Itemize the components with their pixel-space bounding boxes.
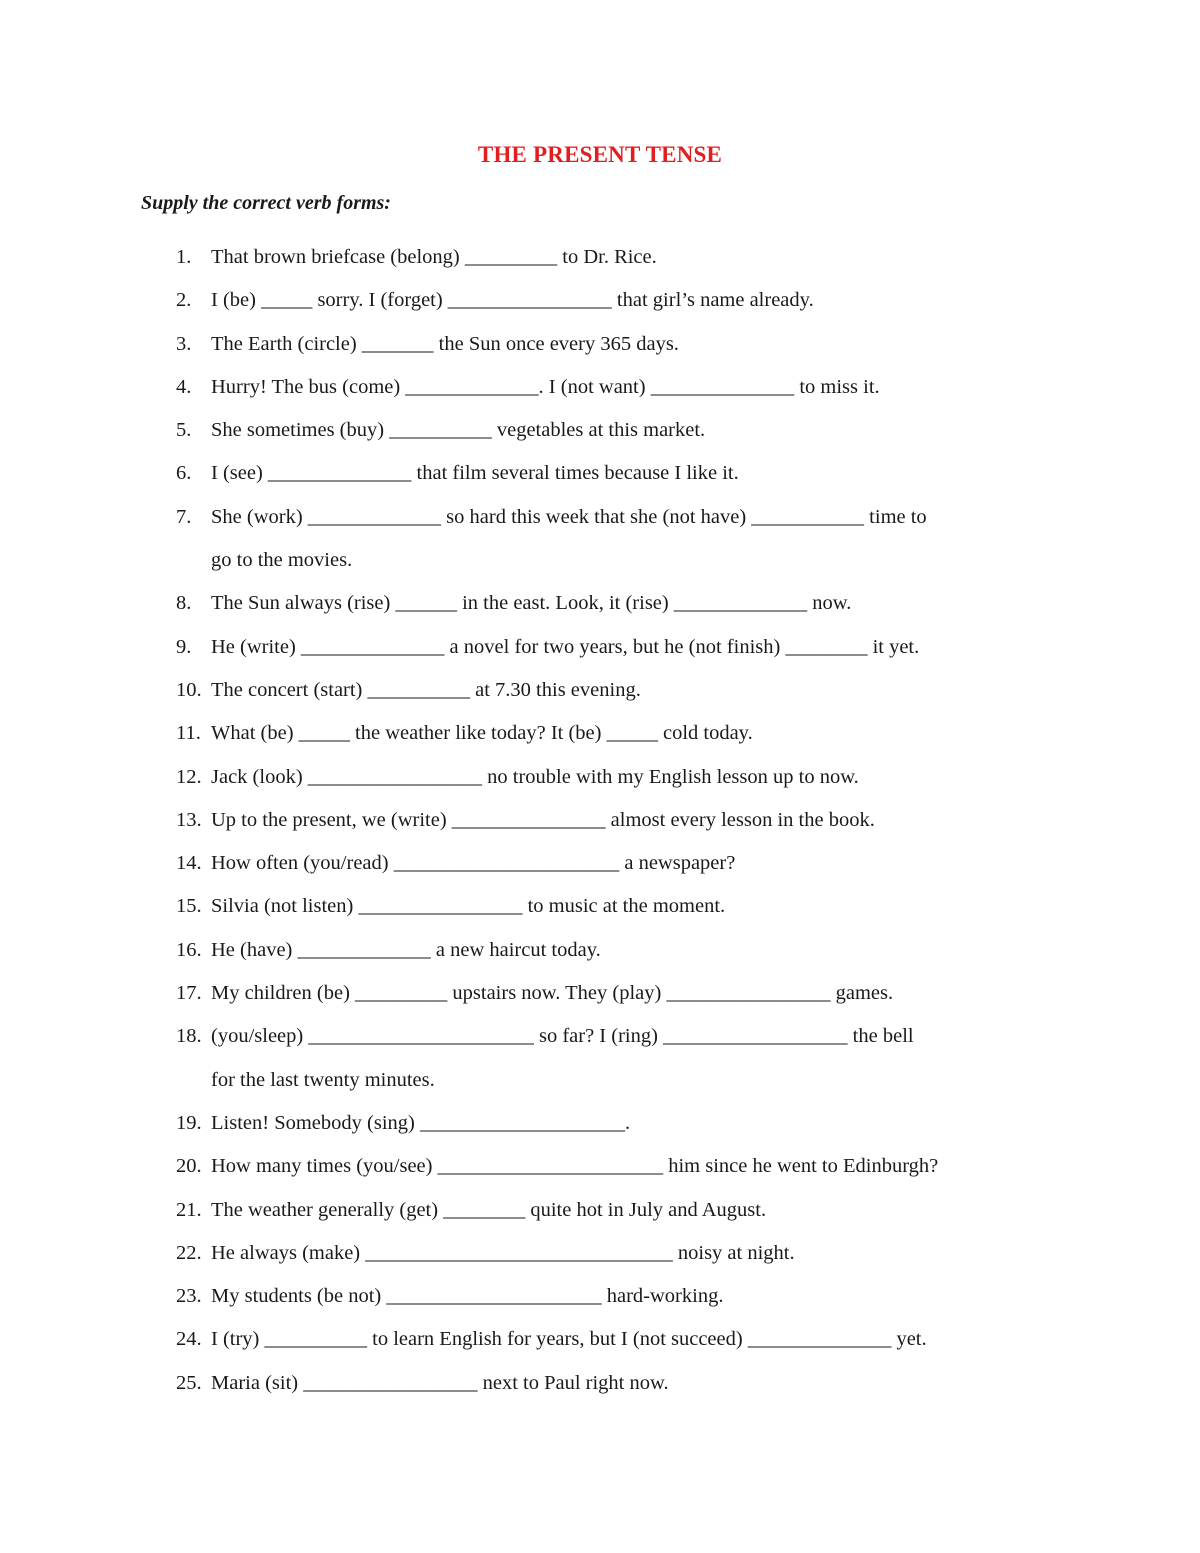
exercise-number: 22.	[176, 1241, 202, 1264]
exercise-item	[176, 366, 1076, 409]
exercise-text: Listen! Somebody (sing) ____________________.	[211, 1111, 631, 1134]
exercise-text: The Sun always (rise) ______ in the east. Look, it (rise) _____________ now.	[211, 592, 852, 615]
exercise-item	[176, 1102, 1076, 1145]
exercise-item	[176, 409, 1076, 452]
exercise-number: 15.	[176, 895, 202, 918]
exercise-number: 9.	[176, 635, 192, 658]
exercise-item	[176, 236, 1076, 279]
exercise-item	[176, 712, 1076, 755]
exercise-number: 18.	[176, 1025, 202, 1048]
exercise-text: I (try) __________ to learn English for years, but I (not succeed) ______________ yet.	[211, 1328, 927, 1351]
exercise-number: 24.	[176, 1328, 202, 1351]
exercise-number: 6.	[176, 462, 192, 485]
exercise-number: 21.	[176, 1198, 202, 1221]
exercise-item	[176, 452, 1076, 495]
exercise-text: She (work) _____________ so hard this week that she (not have) ___________ time to	[211, 505, 927, 528]
exercise-text: The concert (start) __________ at 7.30 this evening.	[211, 678, 641, 701]
exercise-text: Maria (sit) _________________ next to Paul right now.	[211, 1371, 669, 1394]
exercise-text: Silvia (not listen) ________________ to music at the moment.	[211, 895, 726, 918]
exercise-item	[176, 1015, 1076, 1102]
exercise-item	[176, 972, 1076, 1015]
exercise-item	[176, 1362, 1076, 1405]
exercise-item	[176, 1145, 1076, 1188]
exercise-item	[176, 496, 1076, 583]
exercise-text: He always (make) ______________________________ noisy at night.	[211, 1241, 795, 1264]
exercise-text: That brown briefcase (belong) _________ to Dr. Rice.	[211, 246, 657, 268]
exercise-text: (you/sleep) ______________________ so far? I (ring) __________________ the bell	[211, 1025, 914, 1048]
exercise-item	[176, 1275, 1076, 1318]
exercise-number: 10.	[176, 678, 202, 701]
exercise-number: 23.	[176, 1285, 202, 1308]
exercise-item	[176, 756, 1076, 799]
exercise-number: 12.	[176, 765, 202, 788]
exercise-number: 25.	[176, 1371, 202, 1394]
exercise-number: 11.	[176, 722, 201, 745]
exercise-text: The Earth (circle) _______ the Sun once every 365 days.	[211, 332, 679, 355]
exercise-number: 13.	[176, 808, 202, 831]
exercise-item	[176, 279, 1076, 322]
exercise-list	[176, 236, 1076, 1405]
exercise-number: 5.	[176, 419, 192, 442]
exercise-number: 1.	[176, 246, 192, 268]
exercise-text: I (be) _____ sorry. I (forget) ________________ that girl’s name already.	[211, 289, 814, 312]
exercise-number: 8.	[176, 592, 192, 615]
exercise-number: 14.	[176, 852, 202, 875]
page-title: THE PRESENT TENSE	[477, 142, 723, 167]
exercise-text: Jack (look) _________________ no trouble with my English lesson up to now.	[211, 765, 859, 788]
exercise-text: What (be) _____ the weather like today? It (be) _____ cold today.	[211, 722, 753, 745]
exercise-text: She sometimes (buy) __________ vegetables at this market.	[211, 419, 706, 442]
exercise-text: Up to the present, we (write) _______________ almost every lesson in the book.	[211, 808, 875, 831]
exercise-text: I (see) ______________ that film several times because I like it.	[211, 462, 739, 485]
exercise-text: How often (you/read) ______________________ a newspaper?	[211, 852, 736, 875]
exercise-text: My students (be not) _____________________ hard-working.	[211, 1285, 724, 1308]
exercise-number: 7.	[176, 505, 192, 528]
exercise-text-continuation: for the last twenty minutes.	[211, 1068, 435, 1091]
exercise-item	[176, 842, 1076, 885]
exercise-item	[176, 885, 1076, 928]
exercise-number: 2.	[176, 289, 192, 312]
exercise-item	[176, 1189, 1076, 1232]
exercise-item	[176, 1318, 1076, 1361]
exercise-item	[176, 799, 1076, 842]
exercise-text: The weather generally (get) ________ quite hot in July and August.	[211, 1198, 767, 1221]
exercise-number: 20.	[176, 1155, 202, 1178]
exercise-item	[176, 929, 1076, 972]
exercise-number: 4.	[176, 375, 192, 398]
exercise-text: He (write) ______________ a novel for two years, but he (not finish) ________ it yet.	[211, 635, 920, 658]
exercise-item	[176, 626, 1076, 669]
exercise-text: Hurry! The bus (come) _____________. I (not want) ______________ to miss it.	[211, 375, 880, 398]
exercise-number: 16.	[176, 938, 202, 961]
exercise-item	[176, 582, 1076, 625]
exercise-number: 19.	[176, 1111, 202, 1134]
exercise-text: My children (be) _________ upstairs now. They (play) ________________ games.	[211, 982, 894, 1005]
exercise-item	[176, 1232, 1076, 1275]
instruction: Supply the correct verb forms:	[141, 192, 391, 214]
exercise-item	[176, 323, 1076, 366]
exercise-text: He (have) _____________ a new haircut today.	[211, 938, 601, 961]
exercise-text-continuation: go to the movies.	[211, 549, 353, 572]
exercise-text: How many times (you/see) ______________________ him since he went to Edinburgh?	[211, 1155, 939, 1178]
exercise-number: 17.	[176, 982, 202, 1005]
exercise-item	[176, 669, 1076, 712]
exercise-number: 3.	[176, 332, 192, 355]
